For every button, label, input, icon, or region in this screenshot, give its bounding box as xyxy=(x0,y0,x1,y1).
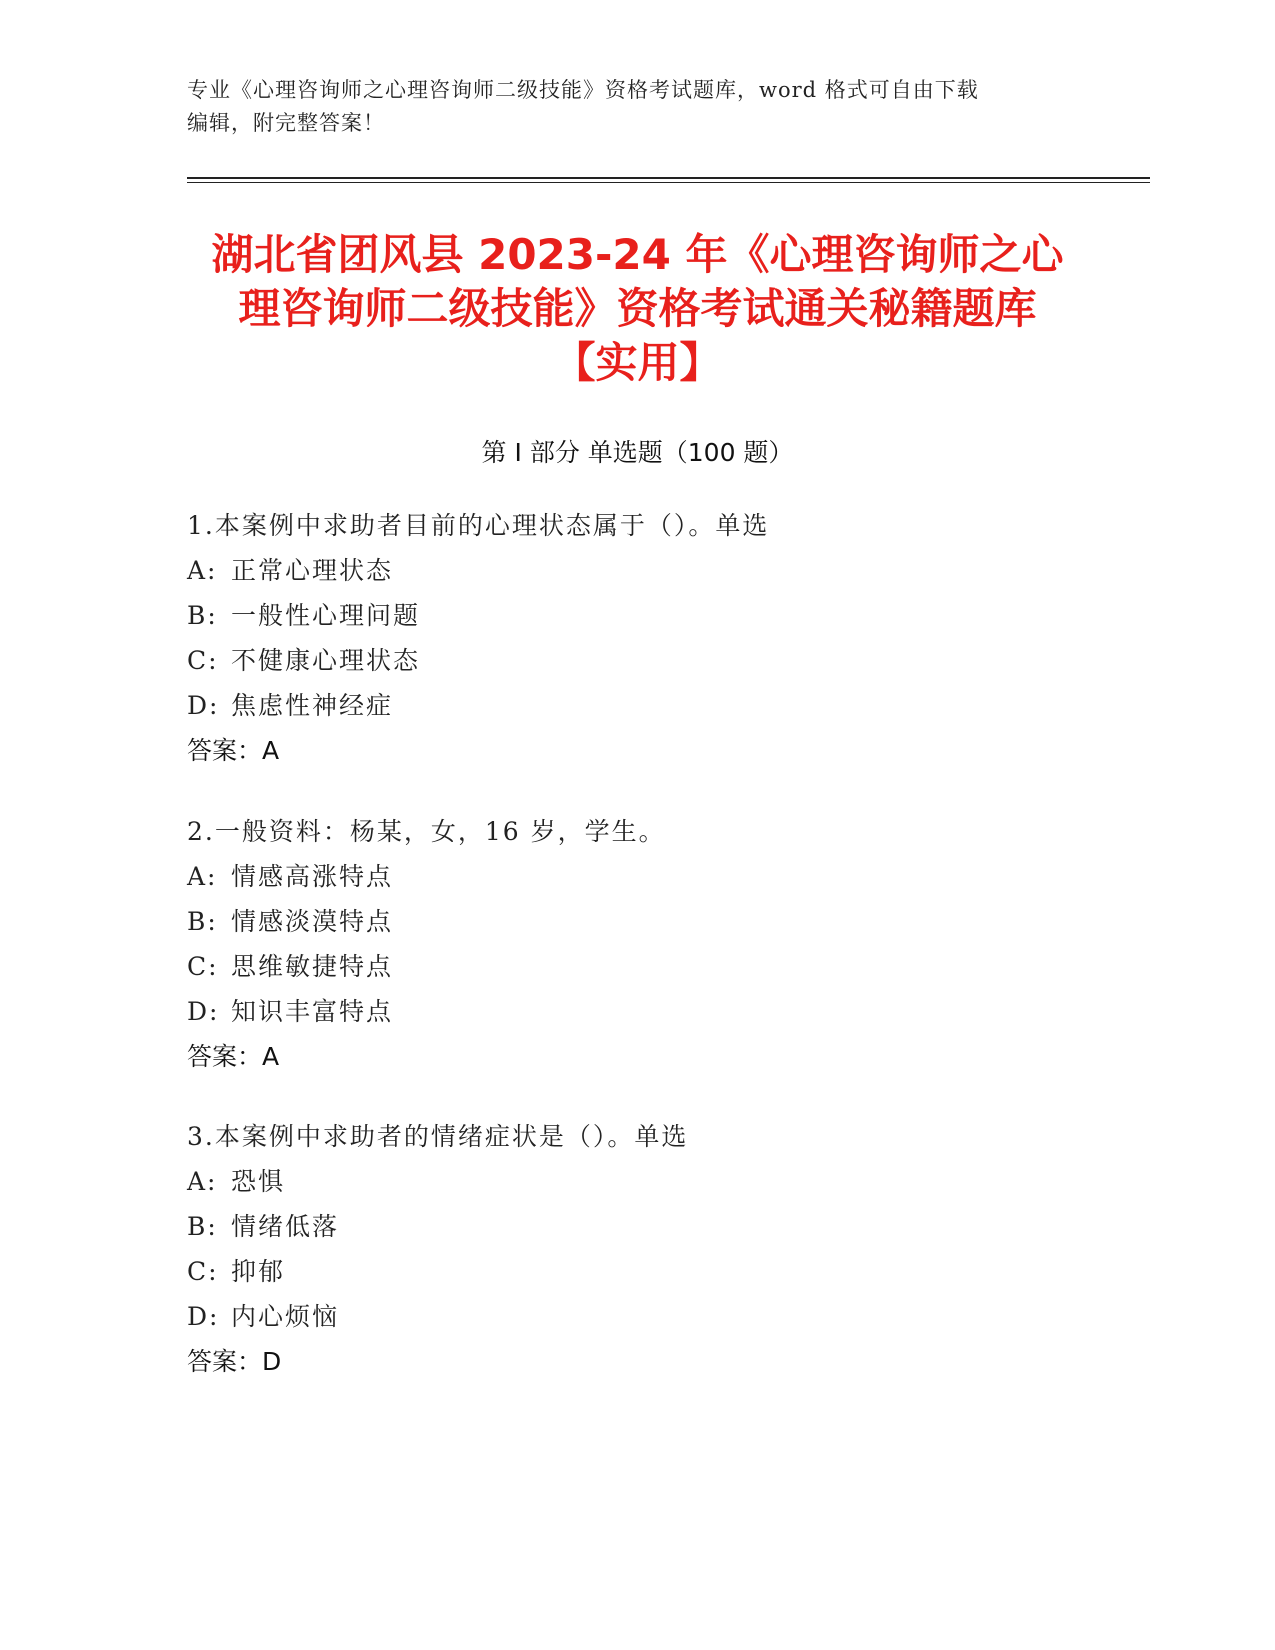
header-note xyxy=(187,74,1087,140)
option-text: 知识丰富特点 xyxy=(231,997,394,1026)
answer: 答案：A xyxy=(187,1042,280,1071)
option-b xyxy=(187,899,1087,944)
option-text: 恐惧 xyxy=(231,1167,286,1196)
option-text: 不健康心理状态 xyxy=(231,646,421,675)
option-d xyxy=(187,683,1087,728)
section-title: 第 I 部分 单选题（100 题） xyxy=(481,438,794,467)
option-text: 正常心理状态 xyxy=(231,556,394,585)
option-key: D: xyxy=(187,1302,220,1331)
option-c xyxy=(187,638,1087,683)
question-stem: 2.一般资料：杨某，女，16 岁，学生。 xyxy=(187,817,666,846)
option-key: D: xyxy=(187,691,220,720)
option-text: 焦虑性神经症 xyxy=(231,691,394,720)
option-a xyxy=(187,548,1087,593)
header-note-line-1: 专业《心理咨询师之心理咨询师二级技能》资格考试题库，word 格式可自由下载 xyxy=(187,78,979,102)
option-text: 思维敏捷特点 xyxy=(231,952,394,981)
question-1 xyxy=(187,503,1087,773)
question-3 xyxy=(187,1114,1087,1384)
option-key: A: xyxy=(187,1167,218,1196)
option-key: C: xyxy=(187,952,219,981)
option-d xyxy=(187,989,1087,1034)
question-stem: 3.本案例中求助者的情绪症状是（）。单选 xyxy=(187,1122,689,1151)
answer: 答案：A xyxy=(187,736,280,765)
option-c xyxy=(187,1249,1087,1294)
option-c xyxy=(187,944,1087,989)
option-text: 情感淡漠特点 xyxy=(231,907,394,936)
option-b xyxy=(187,1204,1087,1249)
option-a xyxy=(187,1159,1087,1204)
option-key: C: xyxy=(187,646,219,675)
option-b xyxy=(187,593,1087,638)
option-text: 内心烦恼 xyxy=(231,1302,340,1331)
header-divider-thin xyxy=(187,182,1150,183)
document-title xyxy=(150,228,1125,390)
document-title-line-2: 理咨询师二级技能》资格考试通关秘籍题库 xyxy=(238,284,1037,333)
option-d xyxy=(187,1294,1087,1339)
document-title-line-1: 湖北省团风县 2023-24 年《心理咨询师之心 xyxy=(211,230,1064,279)
option-text: 抑郁 xyxy=(231,1257,286,1286)
question-stem: 1.本案例中求助者目前的心理状态属于（）。单选 xyxy=(187,511,770,540)
question-2 xyxy=(187,809,1087,1079)
header-note-line-2: 编辑，附完整答案！ xyxy=(187,111,385,135)
option-key: C: xyxy=(187,1257,219,1286)
answer: 答案：D xyxy=(187,1347,282,1376)
document-title-line-3: 【实用】 xyxy=(553,338,722,387)
option-key: B: xyxy=(187,907,218,936)
option-key: B: xyxy=(187,601,218,630)
option-text: 一般性心理问题 xyxy=(231,601,421,630)
header-divider-thick xyxy=(187,177,1150,179)
option-text: 情感高涨特点 xyxy=(231,862,394,891)
option-key: D: xyxy=(187,997,220,1026)
option-a xyxy=(187,854,1087,899)
option-text: 情绪低落 xyxy=(231,1212,340,1241)
option-key: A: xyxy=(187,862,218,891)
option-key: A: xyxy=(187,556,218,585)
option-key: B: xyxy=(187,1212,218,1241)
